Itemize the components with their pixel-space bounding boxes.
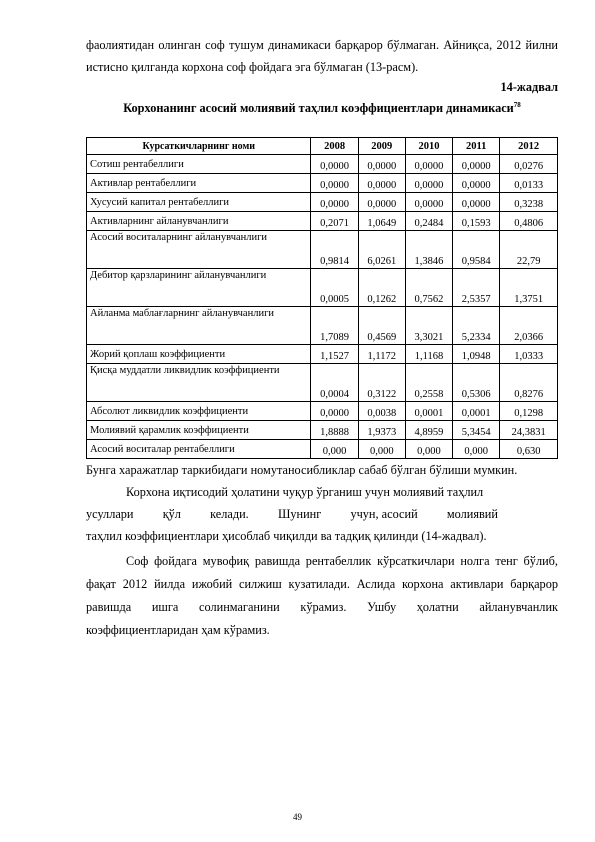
table-row xyxy=(87,193,558,212)
row-value-2009: 0,0000 xyxy=(358,174,405,193)
row-value-2008: 0,0000 xyxy=(311,193,358,212)
row-indicator-name: Жорий қоплаш коэффициенти xyxy=(87,345,311,364)
row-value-2008: 1,7089 xyxy=(311,307,358,345)
table-row xyxy=(87,440,558,459)
row-indicator-name: Айланма маблағларнинг айланувчанлиги xyxy=(87,307,311,345)
row-value-2011: 0,5306 xyxy=(453,364,500,402)
row-value-2009: 0,000 xyxy=(358,440,405,459)
row-indicator-name: Активлар рентабеллиги xyxy=(87,174,311,193)
row-value-2011: 0,9584 xyxy=(453,231,500,269)
row-value-2011: 0,0000 xyxy=(453,174,500,193)
word: Шунинг xyxy=(277,507,322,522)
header-year-2010: 2010 xyxy=(405,138,452,155)
row-value-2009: 0,0000 xyxy=(358,155,405,174)
table-row xyxy=(87,269,558,307)
table-row xyxy=(87,307,558,345)
row-value-2010: 4,8959 xyxy=(405,421,452,440)
row-value-2008: 0,0000 xyxy=(311,174,358,193)
row-value-2010: 0,0001 xyxy=(405,402,452,421)
row-value-2009: 0,0000 xyxy=(358,193,405,212)
paragraph-profitability: Соф фойдага мувофиқ равишда рентабеллик кўрсаткичлари нолга тенг бўлиб, фақат 2012 йилда ижобий силжиш кузатилади. Аслида корхона активлари барқарор равишда ишга солинмаганини кўрамиз. Ушбу ҳолатни айланувчанлик коэффициентларидан ҳам кўрамиз. xyxy=(86,554,558,638)
row-value-2010: 0,0000 xyxy=(405,155,452,174)
row-value-2012: 0,3238 xyxy=(500,193,558,212)
table-header-row xyxy=(87,138,558,155)
row-value-2012: 0,1298 xyxy=(500,402,558,421)
row-value-2008: 0,000 xyxy=(311,440,358,459)
page-number: 49 xyxy=(293,812,302,822)
row-value-2008: 0,9814 xyxy=(311,231,358,269)
row-value-2009: 0,1262 xyxy=(358,269,405,307)
row-value-2008: 0,0000 xyxy=(311,155,358,174)
row-value-2009: 0,4569 xyxy=(358,307,405,345)
row-value-2012: 0,0276 xyxy=(500,155,558,174)
row-indicator-name: Сотиш рентабеллиги xyxy=(87,155,311,174)
coefficients-table xyxy=(86,137,558,459)
header-indicator-name: Курсаткичларнинг номи xyxy=(87,138,311,155)
paragraph-methods-line1: Корхона иқтисодий ҳолатини чуқур ўрганиш учун молиявий таҳлил xyxy=(126,485,484,500)
table-row xyxy=(87,421,558,440)
row-value-2010: 0,000 xyxy=(405,440,452,459)
row-value-2011: 0,000 xyxy=(453,440,500,459)
row-value-2012: 1,0333 xyxy=(500,345,558,364)
footnote-marker: 78 xyxy=(513,101,521,109)
row-value-2010: 0,7562 xyxy=(405,269,452,307)
table-title-text: Корхонанинг асосий молиявий таҳлил коэффициентлари динамикаси xyxy=(123,101,514,116)
row-value-2012: 24,3831 xyxy=(500,421,558,440)
row-value-2010: 0,2558 xyxy=(405,364,452,402)
table-row xyxy=(87,174,558,193)
row-indicator-name: Хусусий капитал рентабеллиги xyxy=(87,193,311,212)
row-value-2012: 2,0366 xyxy=(500,307,558,345)
row-value-2011: 0,0000 xyxy=(453,193,500,212)
row-indicator-name: Асосий воситалар рентабеллиги xyxy=(87,440,311,459)
word: молиявий xyxy=(446,507,498,522)
table-label: 14-жадвал xyxy=(500,80,558,94)
row-value-2010: 0,2484 xyxy=(405,212,452,231)
row-value-2009: 1,0649 xyxy=(358,212,405,231)
table-row xyxy=(87,212,558,231)
word: қўл xyxy=(162,507,181,522)
row-value-2010: 0,0000 xyxy=(405,174,452,193)
paragraph-imbalance: Бунга харажатлар таркибидаги номутаносибликлар сабаб бўлган бўлиши мумкин. xyxy=(86,463,518,478)
paragraph-intro: фаолиятидан олинган соф тушум динамикаси барқарор бўлмаган. Айниқса, 2012 йилни истисно қилганда корхона соф фойдага эга бўлмаган (13-расм). xyxy=(86,38,558,74)
header-year-2012: 2012 xyxy=(500,138,558,155)
word: учун, асосий xyxy=(350,507,418,522)
table-row xyxy=(87,364,558,402)
row-value-2011: 1,0948 xyxy=(453,345,500,364)
row-value-2009: 6,0261 xyxy=(358,231,405,269)
row-value-2011: 2,5357 xyxy=(453,269,500,307)
row-value-2009: 0,0038 xyxy=(358,402,405,421)
table-title xyxy=(78,96,566,117)
row-value-2011: 5,3454 xyxy=(453,421,500,440)
row-value-2008: 1,8888 xyxy=(311,421,358,440)
row-value-2009: 1,9373 xyxy=(358,421,405,440)
word: усуллари xyxy=(86,507,134,522)
table-row xyxy=(87,155,558,174)
row-value-2008: 1,1527 xyxy=(311,345,358,364)
row-value-2011: 0,0000 xyxy=(453,155,500,174)
row-value-2012: 0,630 xyxy=(500,440,558,459)
row-indicator-name: Активларнинг айланувчанлиги xyxy=(87,212,311,231)
table-row xyxy=(87,231,558,269)
row-value-2011: 5,2334 xyxy=(453,307,500,345)
word: келади. xyxy=(210,507,249,522)
header-year-2009: 2009 xyxy=(358,138,405,155)
row-value-2012: 0,8276 xyxy=(500,364,558,402)
row-value-2009: 1,1172 xyxy=(358,345,405,364)
row-value-2011: 0,0001 xyxy=(453,402,500,421)
header-year-2011: 2011 xyxy=(453,138,500,155)
table-row xyxy=(87,345,558,364)
row-indicator-name: Молиявий қарамлик коэффициенти xyxy=(87,421,311,440)
row-indicator-name: Қисқа муддатли ликвидлик коэффициенти xyxy=(87,364,311,402)
row-value-2011: 0,1593 xyxy=(453,212,500,231)
table-row xyxy=(87,402,558,421)
row-value-2012: 1,3751 xyxy=(500,269,558,307)
row-value-2012: 0,0133 xyxy=(500,174,558,193)
row-value-2008: 0,0005 xyxy=(311,269,358,307)
row-indicator-name: Асосий воситаларнинг айланувчанлиги xyxy=(87,231,311,269)
row-indicator-name: Абсолют ликвидлик коэффициенти xyxy=(87,402,311,421)
paragraph-methods-line3: таҳлил коэффициентлари ҳисоблаб чиқилди ва тадқиқ қилинди (14-жадвал). xyxy=(86,529,487,544)
row-value-2010: 1,1168 xyxy=(405,345,452,364)
row-value-2010: 3,3021 xyxy=(405,307,452,345)
row-value-2008: 0,0004 xyxy=(311,364,358,402)
row-indicator-name: Дебитор қарзларининг айланувчанлиги xyxy=(87,269,311,307)
row-value-2012: 0,4806 xyxy=(500,212,558,231)
row-value-2009: 0,3122 xyxy=(358,364,405,402)
row-value-2012: 22,79 xyxy=(500,231,558,269)
row-value-2008: 0,0000 xyxy=(311,402,358,421)
paragraph-methods-line2 xyxy=(86,503,558,525)
table-body xyxy=(87,155,558,459)
header-year-2008: 2008 xyxy=(311,138,358,155)
document-page xyxy=(86,34,558,642)
row-value-2010: 1,3846 xyxy=(405,231,452,269)
row-value-2008: 0,2071 xyxy=(311,212,358,231)
row-value-2010: 0,0000 xyxy=(405,193,452,212)
